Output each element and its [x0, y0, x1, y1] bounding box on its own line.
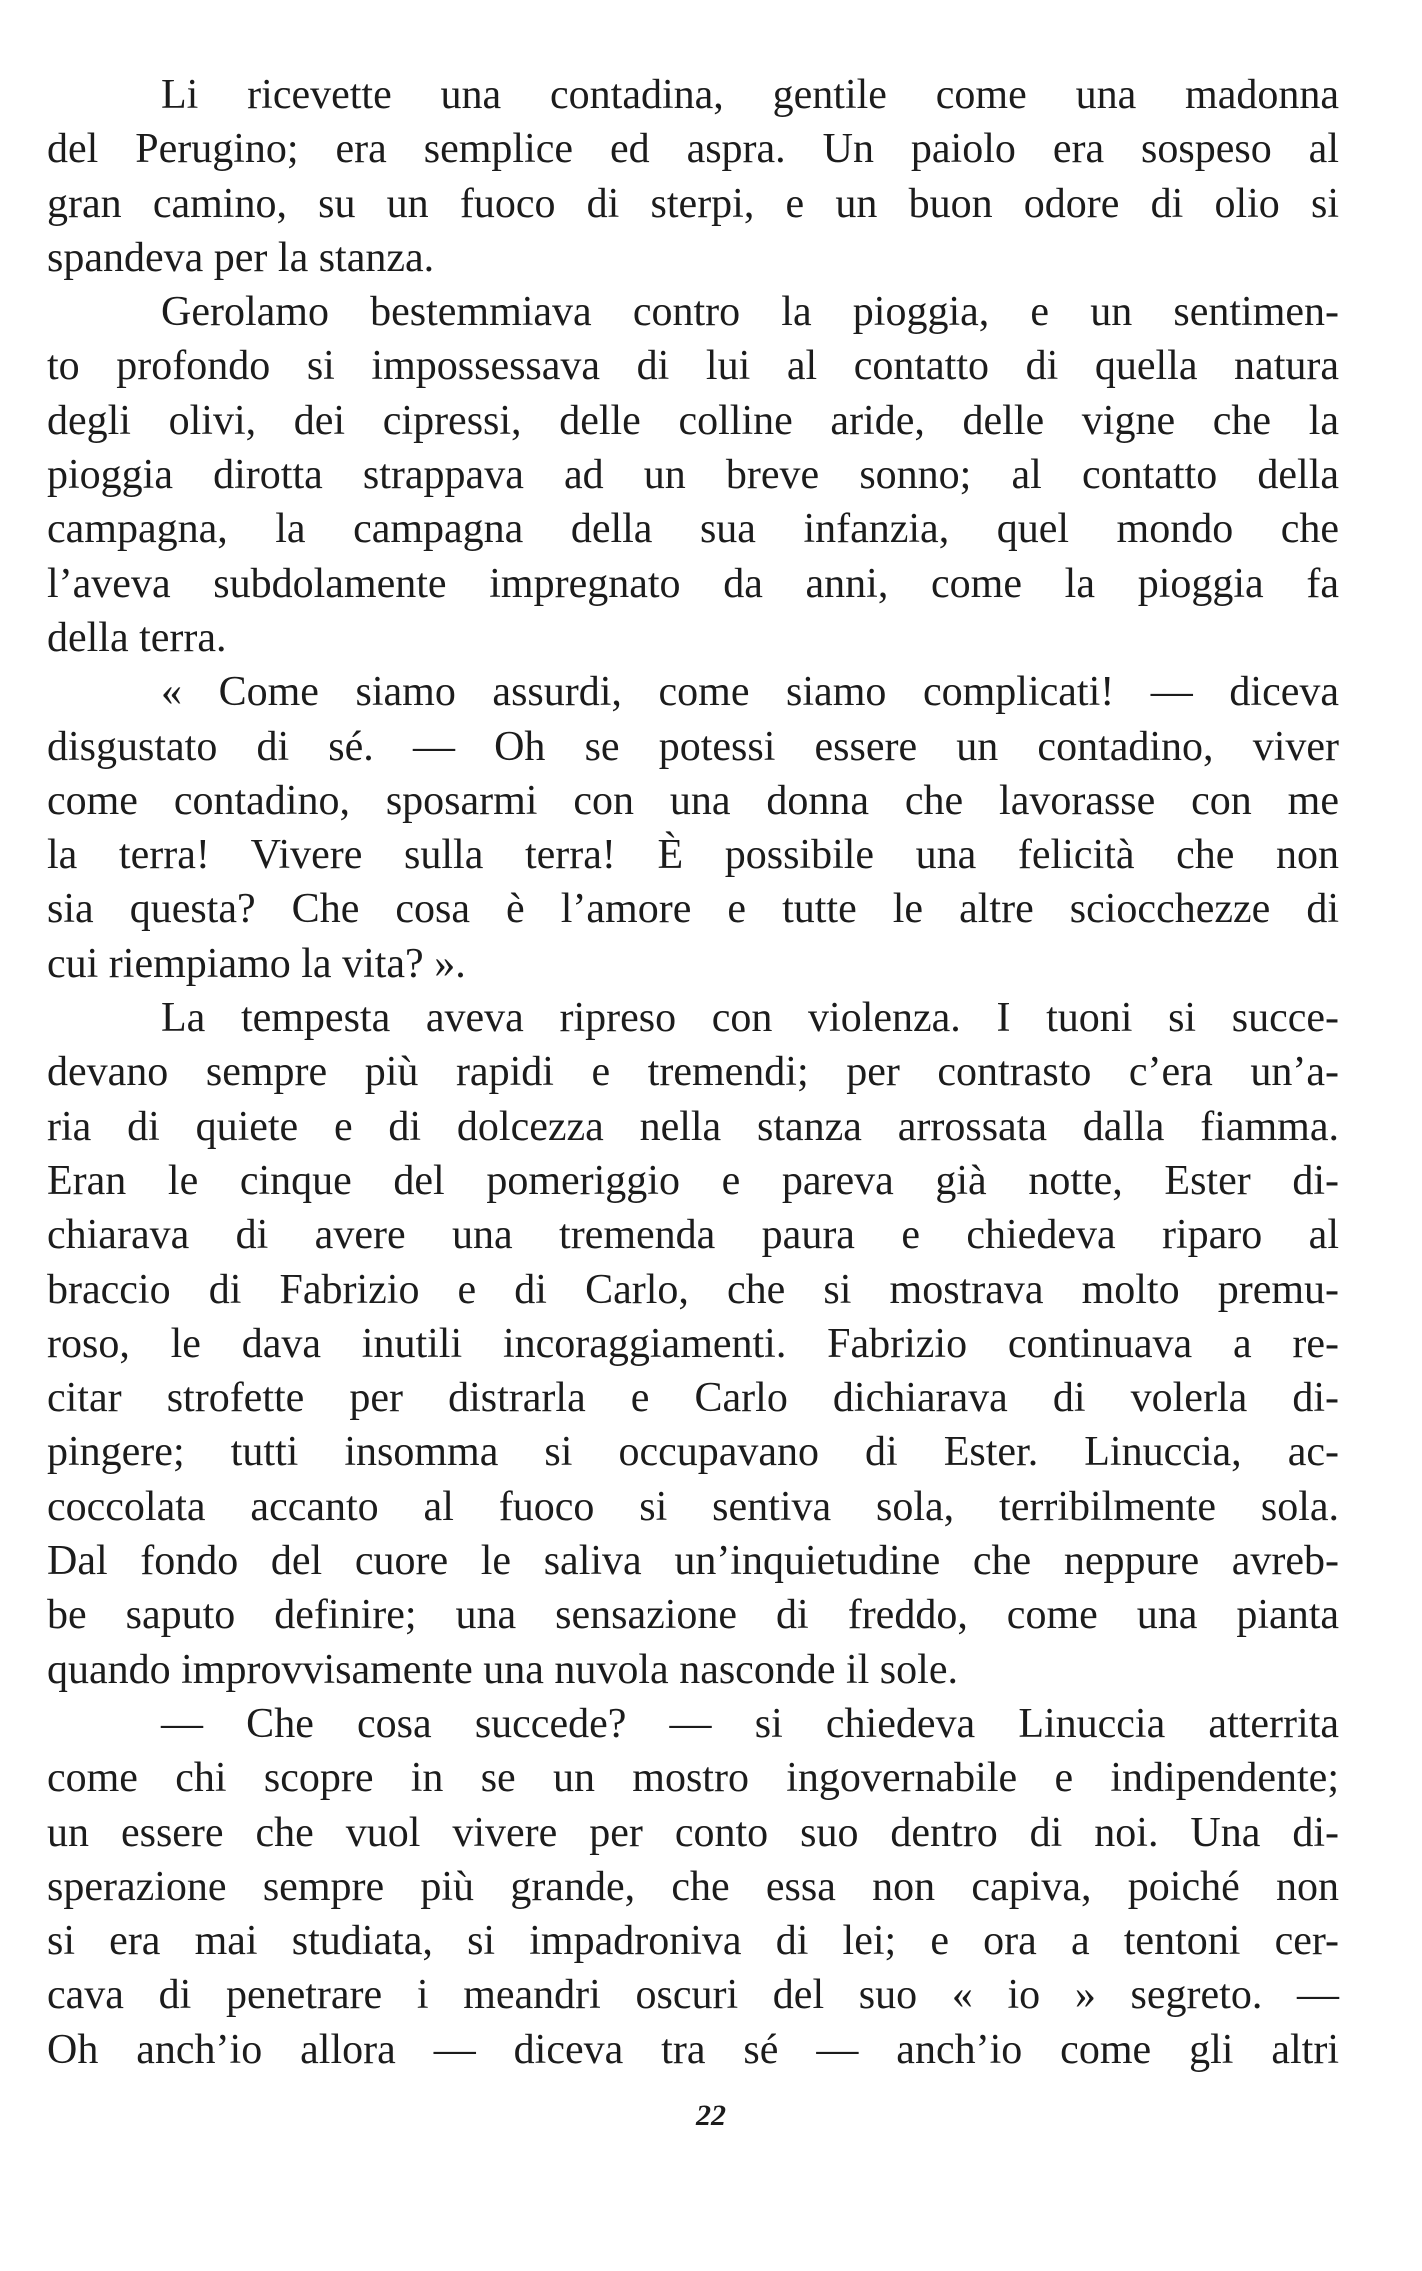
text-line: cui riempiamo la vita? ». [47, 940, 466, 987]
text-line: — Che cosa succede? — si chiedeva Linuccia atterrita [161, 1700, 1339, 1747]
text-line: citar strofette per distrarla e Carlo dichiarava di volerla di- [47, 1375, 1339, 1422]
text-line: si era mai studiata, si impadroniva di lei; e ora a tentoni cer- [47, 1918, 1339, 1965]
text-line: come contadino, sposarmi con una donna che lavorasse con me [47, 777, 1339, 824]
text-line: quando improvvisamente una nuvola nasconde il sole. [47, 1646, 958, 1693]
text-line: roso, le dava inutili incoraggiamenti. Fabrizio continuava a re- [47, 1320, 1339, 1367]
text-line: gran camino, su un fuoco di sterpi, e un buon odore di olio si [47, 180, 1339, 227]
text-line: ria di quiete e di dolcezza nella stanza arrossata dalla fiamma. [47, 1103, 1339, 1150]
text-line: sperazione sempre più grande, che essa non capiva, poiché non [47, 1863, 1339, 1910]
text-line: pingere; tutti insomma si occupavano di Ester. Linuccia, ac- [47, 1429, 1339, 1476]
text-line: to profondo si impossessava di lui al contatto di quella natura [47, 343, 1339, 390]
text-line: chiarava di avere una tremenda paura e chiedeva riparo al [47, 1212, 1339, 1259]
text-line: coccolata accanto al fuoco si sentiva sola, terribilmente sola. [47, 1483, 1339, 1530]
text-line: come chi scopre in se un mostro ingovernabile e indipendente; [47, 1755, 1339, 1802]
text-line: degli olivi, dei cipressi, delle colline aride, delle vigne che la [47, 397, 1339, 444]
text-line: Eran le cinque del pomeriggio e pareva già notte, Ester di- [47, 1157, 1339, 1204]
text-line: Oh anch’io allora — diceva tra sé — anch’io come gli altri [47, 2026, 1339, 2073]
text-line: braccio di Fabrizio e di Carlo, che si mostrava molto premu- [47, 1266, 1339, 1313]
page-body-text [47, 68, 1339, 2077]
page-number: 22 [696, 2099, 726, 2132]
text-line: cava di penetrare i meandri oscuri del suo « io » segreto. — [47, 1972, 1339, 2019]
text-line: La tempesta aveva ripreso con violenza. I tuoni si succe- [161, 995, 1339, 1042]
text-line: spandeva per la stanza. [47, 234, 435, 281]
text-line: campagna, la campagna della sua infanzia, quel mondo che [47, 506, 1339, 553]
text-line: pioggia dirotta strappava ad un breve sonno; al contatto della [47, 452, 1339, 499]
text-line: la terra! Vivere sulla terra! È possibile una felicità che non [47, 832, 1339, 879]
text-line: sia questa? Che cosa è l’amore e tutte le altre sciocchezze di [47, 886, 1339, 933]
text-line: be saputo definire; una sensazione di freddo, come una pianta [47, 1592, 1339, 1639]
text-line: devano sempre più rapidi e tremendi; per contrasto c’era un’a- [47, 1049, 1339, 1096]
text-line: Li ricevette una contadina, gentile come una madonna [161, 72, 1339, 118]
text-line: un essere che vuol vivere per conto suo dentro di noi. Una di- [47, 1809, 1339, 1856]
text-line: della terra. [47, 614, 227, 661]
text-line: « Come siamo assurdi, come siamo complicati! — diceva [161, 669, 1339, 716]
text-line: disgustato di sé. — Oh se potessi essere un contadino, viver [47, 723, 1339, 770]
text-line: Dal fondo del cuore le saliva un’inquietudine che neppure avreb- [47, 1538, 1339, 1585]
text-line: l’aveva subdolamente impregnato da anni, come la pioggia fa [47, 560, 1339, 607]
text-line: del Perugino; era semplice ed aspra. Un paiolo era sospeso al [47, 126, 1339, 173]
text-line: Gerolamo bestemmiava contro la pioggia, e un sentimen- [161, 289, 1339, 336]
